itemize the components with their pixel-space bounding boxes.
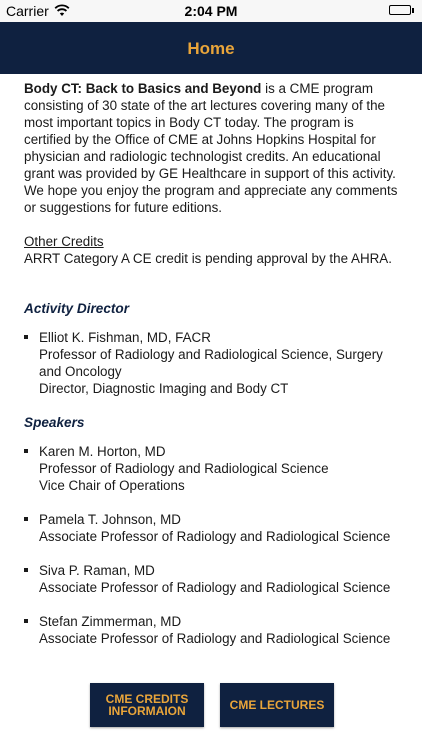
- speaker-entry: [24, 511, 402, 545]
- speaker-entry: [24, 443, 402, 494]
- person-name: Stefan Zimmerman, MD: [39, 614, 182, 629]
- bullet: [24, 568, 28, 572]
- director-entry: [24, 329, 402, 397]
- person-name: Elliot K. Fishman, MD, FACR: [39, 330, 211, 345]
- status-time: 2:04 PM: [184, 3, 238, 19]
- other-credits-text: ARRT Category A CE credit is pending approval by the AHRA.: [24, 251, 392, 266]
- page-title: Home: [187, 39, 235, 58]
- button-label-line: CME CREDITS: [105, 692, 189, 706]
- button-bar: [0, 683, 422, 727]
- bullet: [24, 517, 28, 521]
- content: [24, 80, 402, 647]
- person-name: Pamela T. Johnson, MD: [39, 512, 181, 527]
- intro-paragraph: [24, 80, 402, 216]
- other-credits-heading: Other Credits: [24, 234, 104, 249]
- status-bar: [0, 0, 422, 22]
- person-title: Professor of Radiology and Radiological Science, Surgery and Oncology: [39, 347, 383, 379]
- activity-director-heading: Activity Director: [24, 301, 130, 316]
- person-title: Associate Professor of Radiology and Radiological Science: [39, 529, 391, 544]
- speaker-entry: [24, 613, 402, 647]
- nav-bar: [0, 22, 422, 74]
- button-label-line: INFORMAION: [108, 704, 186, 718]
- program-name: Body CT: Back to Basics and Beyond: [24, 81, 262, 96]
- bullet: [24, 335, 28, 339]
- button-label: CME LECTURES: [229, 698, 325, 712]
- person-title: Associate Professor of Radiology and Radiological Science: [39, 580, 391, 595]
- cme-credits-information-button[interactable]: [90, 683, 204, 727]
- person-title: Vice Chair of Operations: [39, 478, 185, 493]
- person-title: Director, Diagnostic Imaging and Body CT: [39, 381, 289, 396]
- person-title: Associate Professor of Radiology and Radiological Science: [39, 631, 391, 646]
- person-name: Karen M. Horton, MD: [39, 444, 166, 459]
- speakers-heading: Speakers: [24, 415, 85, 430]
- battery-icon: [389, 5, 411, 15]
- speaker-entry: [24, 562, 402, 596]
- cme-lectures-button[interactable]: [220, 683, 334, 727]
- person-name: Siva P. Raman, MD: [39, 563, 155, 578]
- person-title: Professor of Radiology and Radiological Science: [39, 461, 329, 476]
- intro-text: is a CME program consisting of 30 state of the art lectures covering many of the most important topics in Body CT today. The program is certified by the Office of CME at Johns Hopkins Hospital for physician and radiologic technologist credits. An educational grant was provided by GE Healthcare in support of this activity. We hope you enjoy the program and appreciate any comments or suggestions for future editions.: [24, 81, 398, 215]
- bullet: [24, 619, 28, 623]
- carrier-label: Carrier: [6, 3, 49, 19]
- bullet: [24, 449, 28, 453]
